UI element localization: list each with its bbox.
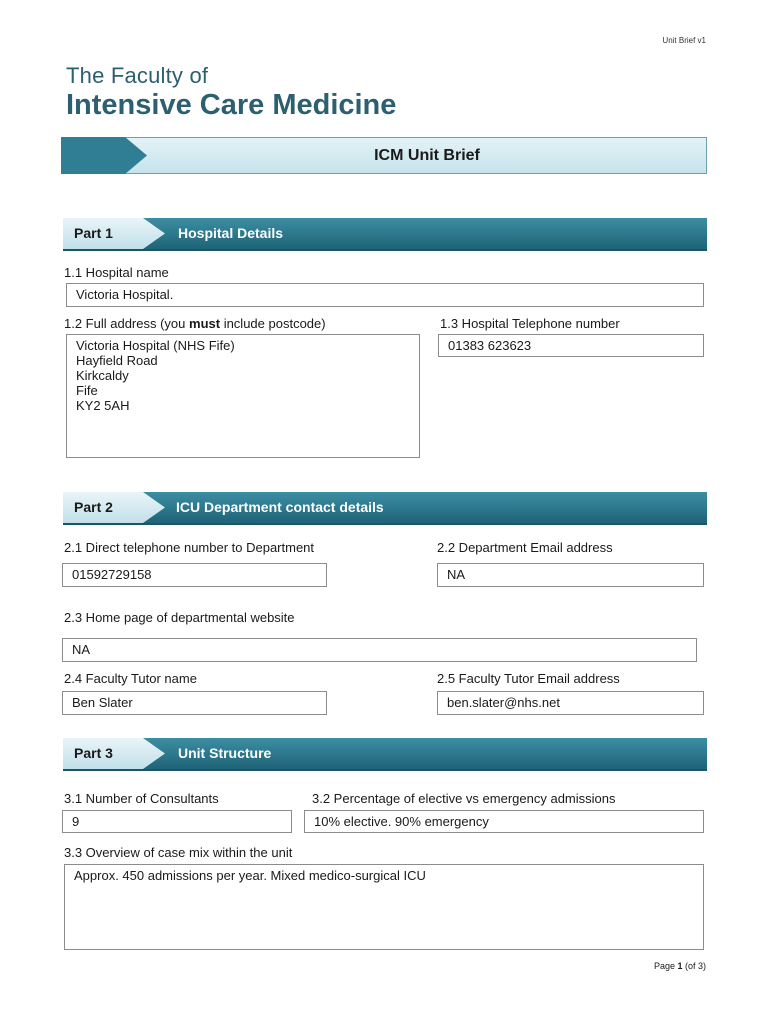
address-field[interactable]: Victoria Hospital (NHS Fife) Hayfield Road Kirkcaldy Fife KY2 5AH [66, 334, 420, 458]
elective-pct-label: 3.2 Percentage of elective vs emergency admissions [312, 791, 616, 806]
dept-phone-field[interactable]: 01592729158 [62, 563, 327, 587]
part1-label: Part 1 [74, 225, 113, 241]
part3-label: Part 3 [74, 745, 113, 761]
page-title: ICM Unit Brief [374, 147, 480, 164]
faculty-logo-line2: Intensive Care Medicine [66, 89, 397, 121]
elective-pct-field[interactable]: 10% elective. 90% emergency [304, 810, 704, 833]
website-field[interactable]: NA [62, 638, 697, 662]
address-label: 1.2 Full address (you must include postcode) [64, 316, 326, 331]
dept-email-field[interactable]: NA [437, 563, 704, 587]
tutor-email-field[interactable]: ben.slater@nhs.net [437, 691, 704, 715]
case-mix-label: 3.3 Overview of case mix within the unit [64, 845, 293, 860]
part3-title: Unit Structure [178, 745, 272, 761]
consultants-field[interactable]: 9 [62, 810, 292, 833]
part2-label: Part 2 [74, 499, 113, 515]
tutor-name-label: 2.4 Faculty Tutor name [64, 671, 197, 686]
page-number: Page 1 (of 3) [653, 961, 706, 971]
hospital-phone-field[interactable]: 01383 623623 [438, 334, 704, 357]
hospital-name-label: 1.1 Hospital name [64, 265, 169, 280]
part1-title: Hospital Details [178, 225, 284, 241]
document-reference: Unit Brief v1 [662, 36, 706, 45]
tutor-name-field[interactable]: Ben Slater [62, 691, 327, 715]
faculty-logo-line1: The Faculty of [66, 63, 209, 88]
consultants-label: 3.1 Number of Consultants [64, 791, 219, 806]
case-mix-field[interactable]: Approx. 450 admissions per year. Mixed medico-surgical ICU [64, 864, 704, 950]
dept-email-label: 2.2 Department Email address [437, 540, 613, 555]
part2-title: ICU Department contact details [176, 499, 384, 515]
hospital-phone-label: 1.3 Hospital Telephone number [440, 316, 620, 331]
tutor-email-label: 2.5 Faculty Tutor Email address [437, 671, 620, 686]
dept-phone-label: 2.1 Direct telephone number to Department [64, 540, 315, 555]
website-label: 2.3 Home page of departmental website [64, 610, 295, 625]
hospital-name-field[interactable]: Victoria Hospital. [66, 283, 704, 307]
